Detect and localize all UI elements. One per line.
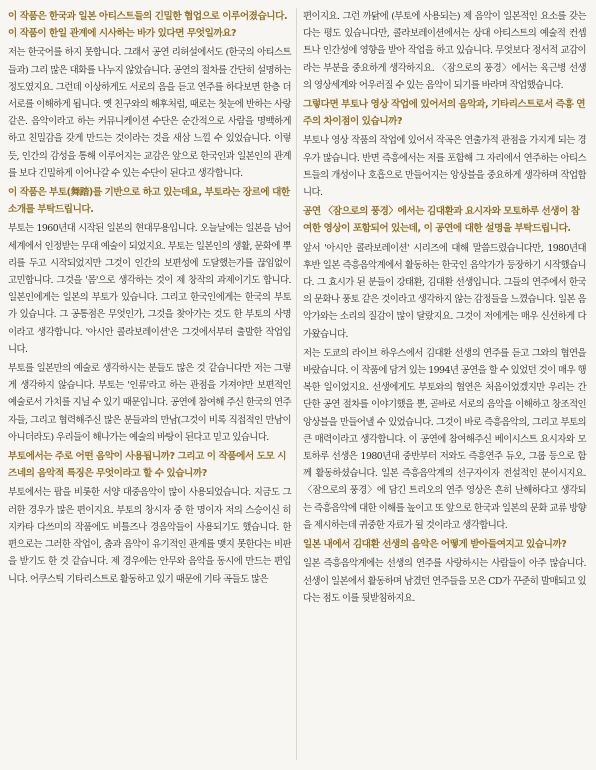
answer-5: 앞서 '아시안 콜라보레이션' 시리즈에 대해 말씀드렸습니다만, 1980년대 후반 일본 즉흥음악계에서 활동하는 한국인 음악가가 등장하기 시작했습니다. 그 효시가 된 분들이 강태환, 김대환 선생입니다. 그들의 연주에서 한국의 문화나 풍토 같은 것이라고 생각하지 않는 감정들을 느꼈습니다. 일본 음악가와는 소리의 질감이 많이 달랐지요. 그것이 저에게는 매우 신선하게 다가왔습니다. — [303, 242, 586, 340]
column-divider — [296, 8, 297, 760]
question-2: 이 작품은 부토(舞踏)를 기반으로 하고 있는데요, 부토라는 장르에 대한 소개를 부탁드립니다. — [8, 187, 290, 216]
question-3: 부토에서는 주로 어떤 음악이 사용됩니까? 그리고 이 작품에서 도모 시즈네의 음악적 특징은 무엇이라고 할 수 있습니까? — [8, 451, 287, 480]
right-column — [303, 8, 586, 609]
answer-6: 일본 즉흥음악계에는 선생의 연주를 사랑하시는 사람들이 아주 많습니다. 선생이 일본에서 활동하며 남겼던 연주들을 모은 CD가 꾸준히 발매되고 있다는 점도 이를 뒷받침하지요. — [303, 558, 586, 604]
answer-1: 저는 한국어를 하지 못합니다. 그래서 공연 리허설에서도 (한국의 아티스트들과) 그리 많은 대화를 나누지 않았습니다. 공연의 절차를 간단히 설명하는 정도였지요. 그런데 이상하게도 서로의 음을 듣고 연주를 하다보면 한층 더 서로를 이해하게 됩니다. 옛 친구와의 해후처럼, 때로는 첫눈에 반하는 사랑같은. 음악이라고 하는 커뮤니케이션 수단은 순간적으로 사람을 명백하게 하고 친밀감을 갖게 만드는 것이라는 것을 새삼 느낄 수 있었습니다. 이렇듯, 인간의 감성을 통해 이루어지는 교감은 앞으로 한국인과 일본인의 관계를 보다 긴밀하게 이어나갈 수 있는 수단이 된다고 생각합니다. — [8, 47, 291, 179]
answer-2: 부토는 1960년대 시작된 일본의 현대무용입니다. 오늘날에는 일본을 넘어 세계에서 인정받는 무대 예술이 되었지요. 부토는 일본인의 생활, 문화에 뿌리를 두고 시작되었지만 그것이 인간의 보편성에 도달했는가를 끊임없이 고민합니다. 그것을 '몸'으로 생각하는 것이 제 창작의 과제이기도 합니다. 일본인에게는 일본의 부토가 있습니다. 그리고 한국인에게는 한국의 부토가 있습니다. 그 공통점은 무엇인가, 그것을 찾아가는 것도 한 부토의 사명이라고 생각합니다. '아시안 콜라보레이션'은 그것에서부터 출발한 작업입니다. — [8, 223, 291, 355]
answer-5-continued: 저는 도쿄의 라이브 하우스에서 김대환 선생의 연주를 듣고 그와의 협연을 바랐습니다. 이 작품에 담겨 있는 1994년 공연을 할 수 있었던 것이 매우 행복한 일이었지요. 선생에게도 부토와의 협연은 처음이었겠지만 우리는 간단한 공연 절차를 이야기했을 뿐, 곧바로 서로의 음악을 이해하고 창조적인 앙상블을 만들어낼 수 있었습니다. 그것이 바로 즉흥음악의, 그리고 부토의 큰 매력이라고 생각합니다. 이 공연에 참여해주신 베이시스트 요시자와 모토하루 선생은 1980년대 중반부터 저와도 즉흥연주 듀오, 그룹 등으로 함께 활동하셨습니다. 일본 즉흥음악계의 선구자이자 전설적인 분이시지요. 〈잠으로의 풍경〉에 담긴 트리오의 연주 영상은 흔히 난해하다고 생각되는 즉흥음악에 대한 이해를 높이고 또 앞으로 한국과 일본의 문화 교류 방향을 제시하는데 귀중한 자료가 될 것이라고 생각합니다. — [303, 347, 586, 531]
question-1: 이 작품은 한국과 일본 아티스트들의 긴밀한 협업으로 이루어졌습니다. 이 작품이 한일 관계에 시사하는 바가 있다면 무엇일까요? — [8, 11, 288, 40]
question-5: 공연 〈잠으로의 풍경〉에서는 김대환과 요시자와 모토하루 선생이 참여한 영상이 포함되어 있는데, 이 공연에 대한 설명을 부탁드립니다. — [303, 206, 580, 235]
answer-3: 부토에서는 팝을 비롯한 서양 대중음악이 많이 사용되었습니다. 지금도 그러한 경우가 많은 편이지요. 부토의 창시자 중 한 명이자 저의 스승이신 히지카타 다쓰미의 작품에도 비틀즈나 경음악들이 사용되기도 했습니다. 한편으로는 그러한 작업이, 춤과 음악이 유기적인 관계를 맺지 못한다는 비판을 받기도 한 것 같습니다. 제 경우에는 안무와 음악을 동시에 만드는 편입니다. 어쿠스틱 기타리스트로 활동하고 있기 때문에 기타 곡들도 많은 — [8, 487, 291, 585]
answer-3-continued: 편이지요. 그런 까닭에 (부토에 사용되는) 제 음악이 일본적인 요소를 갖는다는 평도 있습니다만, 콜라보레이션에서는 상대 아티스트의 예술적 컨셉트나 인간성에 영향을 받아 작업을 하고 있습니다. 무엇보다 정서적 교감이라는 부분을 중요하게 생각하지요. 〈잠으로의 풍경〉에서는 육근병 선생의 영상세계와 어우러질 수 있는 음악이 되기를 바라며 작업했습니다. — [303, 11, 586, 91]
question-6: 일본 내에서 김대환 선생의 음악은 어떻게 받아들여지고 있습니까? — [303, 539, 567, 551]
left-column — [8, 8, 291, 590]
question-4: 그렇다면 부토나 영상 작업에 있어서의 음악과, 기타리스트로서 즉흥 연주의 차이점이 있습니까? — [303, 99, 586, 128]
answer-2-continued: 부토를 일본만의 예술로 생각하시는 분들도 많은 것 같습니다만 저는 그렇게 생각하지 않습니다. 부토는 '인류'라고 하는 관점을 가져야만 보편적인 예술로서 가치를 지닐 수 있기 때문입니다. 공연에 참여해 주신 한국의 연주자들, 그리고 협력해주신 많은 분들과의 만남(그것이 비록 직접적인 만남이 아니더라도) 우리들이 해나가는 예술의 바탕이 된다고 믿고 있습니다. — [8, 363, 291, 443]
answer-4: 부토나 영상 작품의 작업에 있어서 작곡은 연출가적 관점을 가지게 되는 경우가 많습니다. 반면 즉흥에서는 저를 포함해 그 자리에서 연주하는 아티스트들의 개성이나 호흡으로 만들어지는 앙상블을 중요하게 생각하며 작업합니다. — [303, 135, 586, 199]
